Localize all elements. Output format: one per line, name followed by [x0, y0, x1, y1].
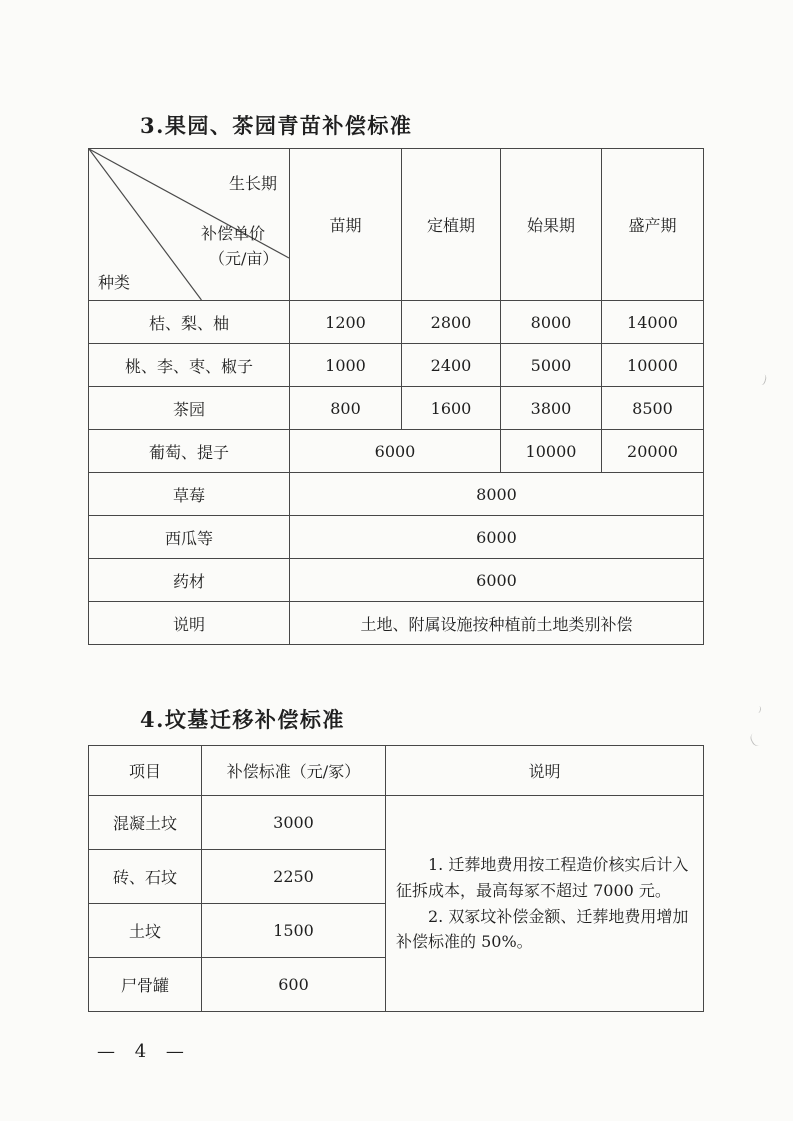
row-label: 西瓜等	[89, 516, 290, 559]
cell-value: 1200	[290, 301, 402, 344]
cell-value: 600	[202, 958, 386, 1012]
row-label: 葡萄、提子	[89, 430, 290, 473]
row-label: 尸骨罐	[89, 958, 202, 1012]
grave-relocation-table	[88, 745, 704, 1012]
table-row	[89, 301, 704, 344]
cell-value: 20000	[602, 430, 704, 473]
note-line: 2. 双冢坟补偿金额、迁葬地费用增加补偿标准的 50%。	[396, 906, 689, 952]
table-row	[89, 516, 704, 559]
row-label: 药材	[89, 559, 290, 602]
cell-note-merged: 土地、附属设施按种植前土地类别补偿	[290, 602, 704, 645]
note-line: 1. 迁葬地费用按工程造价核实后计入征拆成本，最高每冢不超过 7000 元。	[396, 855, 689, 900]
cell-value: 1600	[402, 387, 501, 430]
cell-value: 3800	[501, 387, 602, 430]
diagonal-header-cell	[89, 149, 290, 301]
table-row	[89, 344, 704, 387]
cell-value: 10000	[501, 430, 602, 473]
cell-value: 1000	[290, 344, 402, 387]
cell-value: 10000	[602, 344, 704, 387]
corner-growth-label: 生长期	[228, 174, 277, 193]
cell-value: 2400	[402, 344, 501, 387]
column-header-notes: 说明	[386, 746, 704, 796]
page-number: — 4 —	[97, 1041, 191, 1062]
row-label: 土坟	[89, 904, 202, 958]
column-header-peak: 盛产期	[602, 149, 704, 301]
notes-cell	[386, 796, 704, 1012]
scan-artifact	[757, 373, 767, 386]
section2-title: 4.坟墓迁移补偿标准	[140, 707, 345, 732]
scan-artifact	[748, 730, 765, 748]
cell-value: 5000	[501, 344, 602, 387]
row-label: 混凝土坟	[89, 796, 202, 850]
row-label: 桔、梨、柚	[89, 301, 290, 344]
table-row	[89, 602, 704, 645]
column-header-initial-fruit: 始果期	[501, 149, 602, 301]
cell-value-merged: 6000	[290, 559, 704, 602]
cell-value: 1500	[202, 904, 386, 958]
column-header-seedling: 苗期	[290, 149, 402, 301]
cell-value: 2250	[202, 850, 386, 904]
column-header-item: 项目	[89, 746, 202, 796]
section1-title: 3.果园、茶园青苗补偿标准	[140, 113, 413, 138]
cell-value: 3000	[202, 796, 386, 850]
row-label: 茶园	[89, 387, 290, 430]
table-row	[89, 430, 704, 473]
corner-price-unit-label: （元/亩）	[209, 249, 279, 268]
table-row	[89, 473, 704, 516]
table-row	[89, 796, 704, 850]
cell-value: 800	[290, 387, 402, 430]
row-label: 砖、石坟	[89, 850, 202, 904]
cell-value-merged: 6000	[290, 516, 704, 559]
corner-kind-label: 种类	[98, 273, 131, 292]
cell-value-merged: 6000	[290, 430, 501, 473]
corner-price-label: 补偿单价	[201, 224, 266, 243]
row-label: 桃、李、枣、椒子	[89, 344, 290, 387]
cell-value-merged: 8000	[290, 473, 704, 516]
column-header-planting: 定植期	[402, 149, 501, 301]
orchard-compensation-table	[88, 148, 704, 645]
table-row	[89, 559, 704, 602]
row-label: 草莓	[89, 473, 290, 516]
cell-value: 14000	[602, 301, 704, 344]
table-row	[89, 387, 704, 430]
row-label: 说明	[89, 602, 290, 645]
cell-value: 8000	[501, 301, 602, 344]
column-header-standard: 补偿标准（元/冢）	[202, 746, 386, 796]
cell-value: 8500	[602, 387, 704, 430]
cell-value: 2800	[402, 301, 501, 344]
scan-artifact	[755, 706, 761, 714]
